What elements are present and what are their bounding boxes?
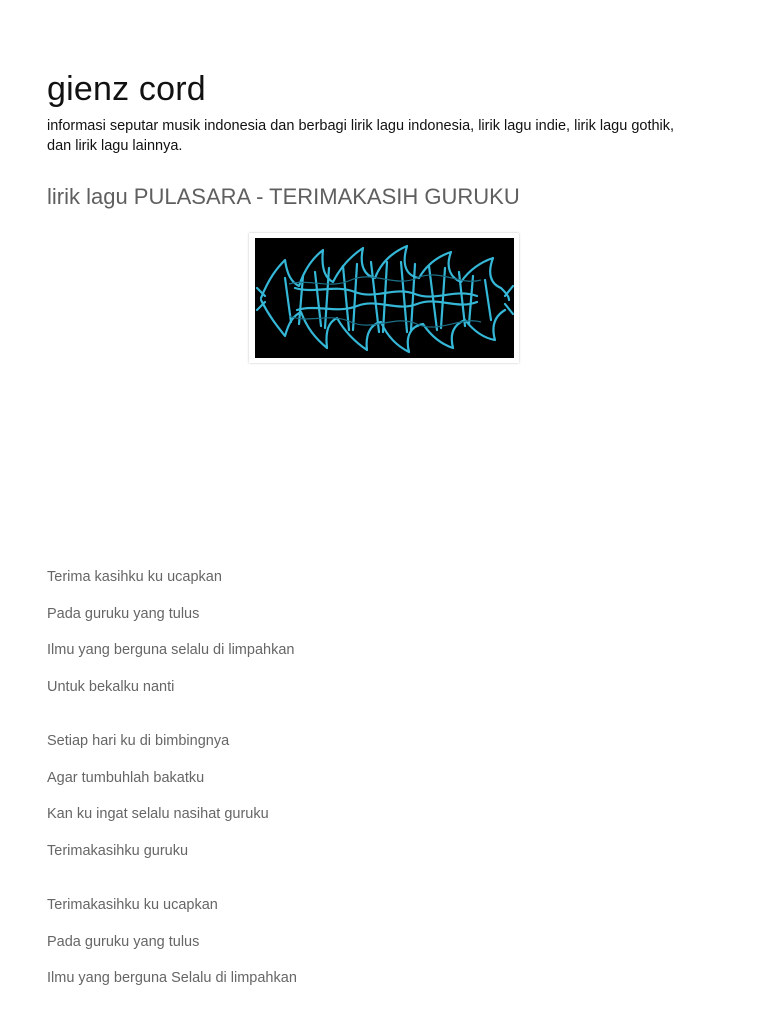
lyric-line: Ilmu yang berguna selalu di limpahkan <box>47 642 295 658</box>
lyric-line: Pada guruku yang tulus <box>47 933 200 950</box>
lyric-line: Pada guruku yang tulus <box>47 605 200 622</box>
lyric-line: Agar tumbuhlah bakatku <box>47 769 205 786</box>
band-logo-image[interactable] <box>255 238 514 358</box>
post-image-frame[interactable] <box>249 233 519 363</box>
lyric-line: Terimakasihku ku ucapkan <box>47 897 218 913</box>
lyric-line: Untuk bekalku nanti <box>47 678 175 695</box>
blog-title[interactable]: gienz cord <box>47 70 206 108</box>
band-logo-graphic <box>255 238 514 358</box>
stanza <box>47 894 707 1004</box>
lyric-line: Setiap hari ku di bimbingnya <box>47 733 230 749</box>
stanza <box>47 566 707 712</box>
post-title[interactable]: lirik lagu PULASARA - TERIMAKASIH GURUKU <box>47 184 520 209</box>
lyric-line: Ilmu yang berguna Selalu di limpahkan <box>47 970 297 986</box>
lyric-line: Terima kasihku ku ucapkan <box>47 569 222 585</box>
lyrics <box>47 566 707 1022</box>
stanza <box>47 730 707 876</box>
lyric-line: Terimakasihku guruku <box>47 842 189 859</box>
lyric-line: Kan ku ingat selalu nasihat guruku <box>47 806 269 822</box>
blog-description: informasi seputar musik indonesia dan berbagi lirik lagu indonesia, lirik lagu indie, lirik lagu gothik, dan lirik lagu lainnya. <box>47 118 675 154</box>
